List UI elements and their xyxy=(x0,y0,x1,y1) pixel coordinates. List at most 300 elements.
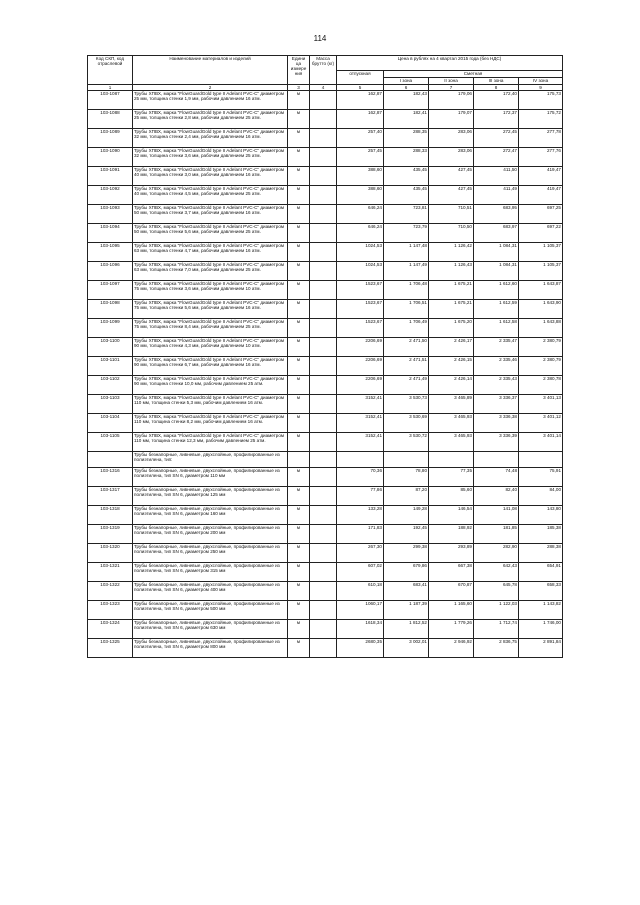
cell-price-zone-3: 645,78 xyxy=(474,582,519,601)
cell-price-zone-3: 74,48 xyxy=(474,468,519,487)
cell-unit: м xyxy=(288,148,310,167)
cell-price-zone-1: 87,20 xyxy=(384,487,429,506)
cell-price-zone-2: 427,45 xyxy=(429,186,474,205)
cell-price-zone-1: 1 187,39 xyxy=(384,601,429,620)
cell-unit: м xyxy=(288,525,310,544)
cell-price-zone-3: 2 335,43 xyxy=(474,376,519,395)
cell-name: Трубы безнапорные, ливневые, двухслойные, профилированные из полиэтилена, тип SN 6, диаметром 160 мм xyxy=(133,506,288,525)
cell-price-zone-2: 1 126,42 xyxy=(429,243,474,262)
cell-price-zone-1: 2 471,49 xyxy=(384,376,429,395)
cell-price-zone-3: 2 335,46 xyxy=(474,357,519,376)
cell-price-zone-4: 175,72 xyxy=(519,110,563,129)
cell-mass xyxy=(310,376,337,395)
cell-code: 103-1098 xyxy=(88,300,133,319)
cell-name: Трубы ХПВХ, марка "FlowGuardGold type II Adelant PVC-C" диаметром 75 мм, толщина стенки 3,6 мм, рабочим давлением 10 атм. xyxy=(133,281,288,300)
cell-price-zone-4: 143,80 xyxy=(519,506,563,525)
cell-unit: м xyxy=(288,300,310,319)
cell-price-zone-2: 188,92 xyxy=(429,525,474,544)
cell-code: 103-1090 xyxy=(88,148,133,167)
cell-code: 103-1104 xyxy=(88,414,133,433)
cell-code: 103-1097 xyxy=(88,281,133,300)
cell-price-zone-2: 1 675,21 xyxy=(429,281,474,300)
cell-unit: м xyxy=(288,468,310,487)
cell-price-zone-3: 411,49 xyxy=(474,186,519,205)
cell-unit: м xyxy=(288,110,310,129)
cell-mass xyxy=(310,281,337,300)
cell-price-zone-2: 283,06 xyxy=(429,148,474,167)
cell-mass xyxy=(310,129,337,148)
cell-price-release: 1060,17 xyxy=(337,601,384,620)
cell-price-zone-2: 667,38 xyxy=(429,563,474,582)
cell-name: Трубы ХПВХ, марка "FlowGuardGold type II Adelant PVC-C" диаметром 63 мм, толщина стенки 4,7 мм, рабочим давлением 16 атм. xyxy=(133,243,288,262)
cell-price-release: 2206,69 xyxy=(337,357,384,376)
header-zone-4: IV зона xyxy=(519,78,563,85)
cell-price-zone-4: 288,38 xyxy=(519,544,563,563)
table-row xyxy=(88,300,563,319)
cell-unit: м xyxy=(288,338,310,357)
cell-price-release: 1523,67 xyxy=(337,300,384,319)
cell-price-zone-3: 683,97 xyxy=(474,224,519,243)
cell-unit: м xyxy=(288,506,310,525)
cell-price-release: 3152,41 xyxy=(337,414,384,433)
cell-mass xyxy=(310,452,337,468)
cell-price-zone-3: 172,40 xyxy=(474,91,519,110)
cell-price-zone-1 xyxy=(384,452,429,468)
cell-price-zone-1: 683,41 xyxy=(384,582,429,601)
cell-price-zone-1: 3 530,72 xyxy=(384,433,429,452)
cell-price-zone-2: 1 675,21 xyxy=(429,300,474,319)
cell-price-zone-1: 1 147,49 xyxy=(384,262,429,281)
table-row xyxy=(88,357,563,376)
cell-price-zone-3: 141,08 xyxy=(474,506,519,525)
cell-price-zone-4: 1 643,88 xyxy=(519,319,563,338)
cell-unit: м xyxy=(288,544,310,563)
cell-price-zone-3: 2 836,75 xyxy=(474,639,519,658)
cell-name: Трубы ХПВХ, марка "FlowGuardGold type II Adelant PVC-C" диаметром 110 мм, толщина стенки 8,2 мм, рабочим давлением 16 атм. xyxy=(133,414,288,433)
cell-price-zone-3: 1 612,59 xyxy=(474,300,519,319)
table-row xyxy=(88,338,563,357)
table-row xyxy=(88,395,563,414)
cell-price-zone-4: 277,76 xyxy=(519,148,563,167)
cell-price-zone-4: 2 380,78 xyxy=(519,376,563,395)
cell-name: Трубы ХПВХ, марка "FlowGuardGold type II Adelant PVC-C" диаметром 75 мм, толщина стенки 5,6 мм, рабочим давлением 16 атм. xyxy=(133,300,288,319)
header-price-caption: Цена в рублях на 4 квартал 2015 года (без НДС) xyxy=(337,56,563,71)
cell-name: Трубы безнапорные, ливневые, двухслойные, профилированные из полиэтилена, тип SN 6, диаметром 400 мм xyxy=(133,582,288,601)
cell-code: 103-1099 xyxy=(88,319,133,338)
cell-code: 103-1105 xyxy=(88,433,133,452)
cell-code: 103-1316 xyxy=(88,468,133,487)
cell-unit: м xyxy=(288,129,310,148)
cell-price-zone-3: 82,40 xyxy=(474,487,519,506)
cell-price-release: 388,60 xyxy=(337,167,384,186)
cell-price-zone-3: 282,90 xyxy=(474,544,519,563)
cell-price-zone-4: 2 380,79 xyxy=(519,338,563,357)
cell-code: 103-1323 xyxy=(88,601,133,620)
cell-code: 103-1324 xyxy=(88,620,133,639)
cell-price-zone-4: 185,38 xyxy=(519,525,563,544)
cell-unit: м xyxy=(288,376,310,395)
table-row xyxy=(88,414,563,433)
cell-name: Трубы ХПВХ, марка "FlowGuardGold type II Adelant PVC-C" диаметром 40 мм, толщина стенки 4,5 мм, рабочим давлением 25 атм. xyxy=(133,186,288,205)
cell-code: 103-1103 xyxy=(88,395,133,414)
cell-code: 103-1321 xyxy=(88,563,133,582)
cell-price-release: 1024,53 xyxy=(337,243,384,262)
cell-code: 103-1092 xyxy=(88,186,133,205)
cell-name: Трубы ХПВХ, марка "FlowGuardGold type II Adelant PVC-C" диаметром 50 мм, толщина стенки 3,7 мм, рабочим давлением 16 атм. xyxy=(133,205,288,224)
col-number: 1 xyxy=(88,85,133,91)
cell-price-zone-4: 658,33 xyxy=(519,582,563,601)
header-release: отпускная xyxy=(337,71,384,85)
cell-name: Трубы ХПВХ, марка "FlowGuardGold type II Adelant PVC-C" диаметром 110 мм, толщина стенки 5,3 мм, рабочим давлением 16 атм. xyxy=(133,395,288,414)
cell-name: Трубы безнапорные, ливневые, двухслойные, профилированные из полиэтилена, тип SN 6, диаметром 200 мм xyxy=(133,525,288,544)
cell-unit: м xyxy=(288,487,310,506)
cell-mass xyxy=(310,319,337,338)
cell-price-release: 133,28 xyxy=(337,506,384,525)
cell-price-zone-3: 272,47 xyxy=(474,148,519,167)
cell-name: Трубы ХПВХ, марка "FlowGuardGold type II Adelant PVC-C" диаметром 90 мм, толщина стенки 4,3 мм, рабочим давлением 10 атм. xyxy=(133,338,288,357)
table-row xyxy=(88,167,563,186)
cell-price-zone-2: 179,06 xyxy=(429,91,474,110)
cell-price-zone-3 xyxy=(474,452,519,468)
table-row xyxy=(88,433,563,452)
cell-unit: м xyxy=(288,433,310,452)
cell-code: 103-1089 xyxy=(88,129,133,148)
cell-mass xyxy=(310,357,337,376)
table-row xyxy=(88,91,563,110)
cell-mass xyxy=(310,544,337,563)
cell-price-zone-2: 3 465,93 xyxy=(429,433,474,452)
cell-price-zone-2: 670,87 xyxy=(429,582,474,601)
cell-mass xyxy=(310,414,337,433)
cell-price-release: 646,24 xyxy=(337,205,384,224)
cell-name: Трубы безнапорные, ливневые, двухслойные, профилированные из полиэтилена, тип SN 6, диаметром 110 мм xyxy=(133,468,288,487)
cell-price-zone-1: 3 530,69 xyxy=(384,414,429,433)
cell-price-release: 610,18 xyxy=(337,582,384,601)
cell-mass xyxy=(310,468,337,487)
cell-price-release: 2206,69 xyxy=(337,338,384,357)
cell-unit: м xyxy=(288,620,310,639)
cell-price-zone-1: 723,79 xyxy=(384,224,429,243)
cell-price-zone-1: 78,80 xyxy=(384,468,429,487)
cell-name: Трубы безнапорные, ливневые, двухслойные, профилированные из полиэтилена, тип SN 6, диаметром 630 мм xyxy=(133,620,288,639)
cell-price-zone-3: 1 612,58 xyxy=(474,319,519,338)
cell-code: 103-1322 xyxy=(88,582,133,601)
cell-price-zone-3: 1 084,31 xyxy=(474,243,519,262)
table-row xyxy=(88,563,563,582)
cell-name: Трубы безнапорные, ливневые, двухслойные, профилированные из полиэтилена, тип: xyxy=(133,452,288,468)
cell-price-release: 162,87 xyxy=(337,110,384,129)
cell-price-zone-3: 1 122,03 xyxy=(474,601,519,620)
cell-price-zone-3: 3 336,37 xyxy=(474,395,519,414)
cell-price-release: 1618,34 xyxy=(337,620,384,639)
table-row xyxy=(88,148,563,167)
cell-price-zone-4: 697,22 xyxy=(519,224,563,243)
cell-unit: м xyxy=(288,262,310,281)
cell-price-zone-1: 288,35 xyxy=(384,129,429,148)
cell-code: 103-1094 xyxy=(88,224,133,243)
cell-price-zone-4: 419,47 xyxy=(519,167,563,186)
cell-price-release: 3152,41 xyxy=(337,433,384,452)
cell-name: Трубы ХПВХ, марка "FlowGuardGold type II Adelant PVC-C" диаметром 90 мм, толщина стенки 10,0 мм, рабочим давлением 25 атм. xyxy=(133,376,288,395)
cell-unit: м xyxy=(288,563,310,582)
cell-mass xyxy=(310,243,337,262)
cell-price-release: 70,36 xyxy=(337,468,384,487)
cell-price-zone-1: 182,41 xyxy=(384,110,429,129)
cell-price-zone-3: 3 336,38 xyxy=(474,414,519,433)
cell-price-zone-2: 2 426,14 xyxy=(429,376,474,395)
cell-price-zone-1: 182,43 xyxy=(384,91,429,110)
cell-name: Трубы ХПВХ, марка "FlowGuardGold type II Adelant PVC-C" диаметром 50 мм, толщина стенки 5,6 мм, рабочим давлением 25 атм. xyxy=(133,224,288,243)
cell-price-zone-2: 3 465,93 xyxy=(429,414,474,433)
cell-price-zone-4: 697,25 xyxy=(519,205,563,224)
cell-mass xyxy=(310,525,337,544)
cell-price-release: 77,86 xyxy=(337,487,384,506)
page-number: 114 xyxy=(313,34,327,43)
cell-mass xyxy=(310,506,337,525)
cell-mass xyxy=(310,639,337,658)
cell-price-zone-1: 1 706,49 xyxy=(384,319,429,338)
cell-price-zone-2: 179,07 xyxy=(429,110,474,129)
cell-price-zone-2: 293,89 xyxy=(429,544,474,563)
cell-price-release: 646,24 xyxy=(337,224,384,243)
table-body xyxy=(88,91,563,658)
cell-mass xyxy=(310,186,337,205)
header-estimated: Сметная xyxy=(384,71,563,78)
cell-price-release: 2680,35 xyxy=(337,639,384,658)
table-row xyxy=(88,468,563,487)
header-unit: Едини ца измере ния xyxy=(288,56,310,85)
cell-mass xyxy=(310,582,337,601)
cell-price-zone-3: 1 612,60 xyxy=(474,281,519,300)
cell-name: Трубы ХПВХ, марка "FlowGuardGold type II Adelant PVC-C" диаметром 90 мм, толщина стенки 6,7 мм, рабочим давлением 16 атм. xyxy=(133,357,288,376)
cell-price-zone-3: 272,45 xyxy=(474,129,519,148)
table-row xyxy=(88,487,563,506)
cell-price-zone-4: 1 105,37 xyxy=(519,262,563,281)
cell-price-zone-1: 1 706,48 xyxy=(384,281,429,300)
cell-price-zone-4: 654,91 xyxy=(519,563,563,582)
cell-mass xyxy=(310,300,337,319)
cell-price-zone-1: 435,45 xyxy=(384,186,429,205)
col-number: 5 xyxy=(337,85,384,91)
cell-code: 103-1095 xyxy=(88,243,133,262)
cell-code: 103-1319 xyxy=(88,525,133,544)
cell-price-zone-1: 435,45 xyxy=(384,167,429,186)
cell-price-zone-2: 3 465,89 xyxy=(429,395,474,414)
cell-name: Трубы безнапорные, ливневые, двухслойные, профилированные из полиэтилена, тип SN 6, диаметром 500 мм xyxy=(133,601,288,620)
table-row xyxy=(88,129,563,148)
cell-price-zone-2: 2 946,92 xyxy=(429,639,474,658)
cell-code: 103-1091 xyxy=(88,167,133,186)
col-number: 7 xyxy=(429,85,474,91)
table-row xyxy=(88,506,563,525)
cell-name: Трубы безнапорные, ливневые, двухслойные, профилированные из полиэтилена, тип SN 6, диаметром 800 мм xyxy=(133,639,288,658)
cell-price-zone-4: 1 643,90 xyxy=(519,300,563,319)
cell-price-release: 1523,67 xyxy=(337,319,384,338)
table-row xyxy=(88,110,563,129)
cell-price-zone-2: 85,60 xyxy=(429,487,474,506)
cell-mass xyxy=(310,395,337,414)
cell-mass xyxy=(310,487,337,506)
cell-price-zone-4: 419,47 xyxy=(519,186,563,205)
cell-mass xyxy=(310,338,337,357)
cell-price-zone-1: 192,45 xyxy=(384,525,429,544)
cell-code: 103-1096 xyxy=(88,262,133,281)
cell-price-zone-2: 283,06 xyxy=(429,129,474,148)
cell-mass xyxy=(310,262,337,281)
cell-unit: м xyxy=(288,205,310,224)
table-row xyxy=(88,205,563,224)
cell-price-zone-4: 3 401,13 xyxy=(519,395,563,414)
cell-mass xyxy=(310,601,337,620)
cell-name: Трубы ХПВХ, марка "FlowGuardGold type II Adelant PVC-C" диаметром 25 мм, толщина стенки 2,8 мм, рабочим давлением 25 атм. xyxy=(133,110,288,129)
cell-mass xyxy=(310,563,337,582)
cell-price-zone-2: 710,51 xyxy=(429,205,474,224)
table-row xyxy=(88,544,563,563)
cell-price-zone-1: 679,86 xyxy=(384,563,429,582)
cell-name: Трубы ХПВХ, марка "FlowGuardGold type II Adelant PVC-C" диаметром 40 мм, толщина стенки 3,0 мм, рабочим давлением 16 атм. xyxy=(133,167,288,186)
cell-name: Трубы ХПВХ, марка "FlowGuardGold type II Adelant PVC-C" диаметром 110 мм, толщина стенки 12,3 мм, рабочим давлением 25 атм. xyxy=(133,433,288,452)
cell-unit: м xyxy=(288,395,310,414)
cell-price-zone-2: 1 165,60 xyxy=(429,601,474,620)
cell-mass xyxy=(310,110,337,129)
cell-unit: м xyxy=(288,639,310,658)
table-header xyxy=(88,56,563,91)
table-row xyxy=(88,186,563,205)
cell-code: 103-1087 xyxy=(88,91,133,110)
cell-code: 103-1100 xyxy=(88,338,133,357)
cell-price-release: 2206,69 xyxy=(337,376,384,395)
cell-unit: м xyxy=(288,224,310,243)
cell-price-zone-4: 75,91 xyxy=(519,468,563,487)
cell-price-zone-1: 2 471,51 xyxy=(384,357,429,376)
table-row xyxy=(88,224,563,243)
table-row xyxy=(88,582,563,601)
table-row xyxy=(88,319,563,338)
cell-unit: м xyxy=(288,243,310,262)
col-number: 9 xyxy=(519,85,563,91)
table-group-row xyxy=(88,452,563,468)
cell-price-zone-2: 1 779,26 xyxy=(429,620,474,639)
header-name: Наименование материалов и изделий xyxy=(133,56,288,85)
cell-code: 103-1317 xyxy=(88,487,133,506)
header-zone-1: I зона xyxy=(384,78,429,85)
cell-price-zone-4: 2 891,84 xyxy=(519,639,563,658)
cell-code: 103-1088 xyxy=(88,110,133,129)
cell-price-zone-3: 181,85 xyxy=(474,525,519,544)
cell-price-zone-2: 2 426,15 xyxy=(429,357,474,376)
table-row xyxy=(88,281,563,300)
table-row xyxy=(88,639,563,658)
cell-price-zone-1: 1 706,51 xyxy=(384,300,429,319)
cell-price-zone-4: 3 401,12 xyxy=(519,414,563,433)
cell-price-zone-2: 710,50 xyxy=(429,224,474,243)
cell-price-zone-3: 411,50 xyxy=(474,167,519,186)
cell-price-zone-4: 3 401,14 xyxy=(519,433,563,452)
cell-price-release: 3152,41 xyxy=(337,395,384,414)
cell-price-zone-3: 683,95 xyxy=(474,205,519,224)
cell-unit: м xyxy=(288,357,310,376)
cell-name: Трубы ХПВХ, марка "FlowGuardGold type II Adelant PVC-C" диаметром 32 мм, толщина стенки 3,6 мм, рабочим давлением 25 атм. xyxy=(133,148,288,167)
table-row xyxy=(88,525,563,544)
cell-name: Трубы безнапорные, ливневые, двухслойные, профилированные из полиэтилена, тип SN 6, диаметром 250 мм xyxy=(133,544,288,563)
table-row xyxy=(88,620,563,639)
cell-price-zone-3: 1 712,74 xyxy=(474,620,519,639)
col-number: 2 xyxy=(133,85,288,91)
cell-mass xyxy=(310,620,337,639)
cell-price-zone-1: 3 530,73 xyxy=(384,395,429,414)
cell-name: Трубы безнапорные, ливневые, двухслойные, профилированные из полиэтилена, тип SN 6, диаметром 315 мм xyxy=(133,563,288,582)
cell-price-zone-1: 723,81 xyxy=(384,205,429,224)
cell-code: 103-1093 xyxy=(88,205,133,224)
cell-unit xyxy=(288,452,310,468)
cell-price-zone-1: 2 471,50 xyxy=(384,338,429,357)
cell-price-zone-3: 642,43 xyxy=(474,563,519,582)
cell-mass xyxy=(310,167,337,186)
col-number: 8 xyxy=(474,85,519,91)
cell-unit: м xyxy=(288,91,310,110)
cell-price-zone-2: 146,54 xyxy=(429,506,474,525)
cell-unit: м xyxy=(288,414,310,433)
cell-price-zone-1: 1 147,48 xyxy=(384,243,429,262)
cell-mass xyxy=(310,224,337,243)
cell-price-zone-4: 1 746,00 xyxy=(519,620,563,639)
cell-unit: м xyxy=(288,281,310,300)
cell-mass xyxy=(310,148,337,167)
cell-price-zone-3: 172,37 xyxy=(474,110,519,129)
cell-unit: м xyxy=(288,319,310,338)
cell-name: Трубы ХПВХ, марка "FlowGuardGold type II Adelant PVC-C" диаметром 75 мм, толщина стенки 8,4 мм, рабочим давлением 25 атм. xyxy=(133,319,288,338)
cell-price-zone-1: 149,28 xyxy=(384,506,429,525)
cell-price-zone-4: 277,78 xyxy=(519,129,563,148)
col-number: 6 xyxy=(384,85,429,91)
header-zone-3: III зона xyxy=(474,78,519,85)
cell-price-zone-2: 2 426,17 xyxy=(429,338,474,357)
cell-price-zone-2: 427,45 xyxy=(429,167,474,186)
cell-code: 103-1102 xyxy=(88,376,133,395)
cell-code: 103-1101 xyxy=(88,357,133,376)
cell-price-release: 171,83 xyxy=(337,525,384,544)
cell-name: Трубы безнапорные, ливневые, двухслойные, профилированные из полиэтилена, тип SN 6, диаметром 125 мм xyxy=(133,487,288,506)
cell-price-zone-4: 1 105,37 xyxy=(519,243,563,262)
cell-name: Трубы ХПВХ, марка "FlowGuardGold type II Adelant PVC-C" диаметром 32 мм, толщина стенки 2,4 мм, рабочим давлением 16 атм. xyxy=(133,129,288,148)
cell-price-zone-4: 1 143,82 xyxy=(519,601,563,620)
cell-price-zone-1: 3 002,01 xyxy=(384,639,429,658)
cell-price-release: 1523,67 xyxy=(337,281,384,300)
cell-price-release: 388,60 xyxy=(337,186,384,205)
cell-price-zone-4: 175,73 xyxy=(519,91,563,110)
table-row xyxy=(88,262,563,281)
cell-mass xyxy=(310,91,337,110)
col-number: 3 xyxy=(288,85,310,91)
header-mass: Масса брутто (кг) xyxy=(310,56,337,85)
cell-code: 103-1320 xyxy=(88,544,133,563)
cell-price-zone-4 xyxy=(519,452,563,468)
cell-code: 103-1325 xyxy=(88,639,133,658)
header-zone-2: II зона xyxy=(429,78,474,85)
cell-price-release: 257,40 xyxy=(337,129,384,148)
cell-price-release xyxy=(337,452,384,468)
cell-price-release: 607,02 xyxy=(337,563,384,582)
cell-price-zone-1: 299,38 xyxy=(384,544,429,563)
cell-price-zone-1: 1 812,52 xyxy=(384,620,429,639)
cell-price-zone-2: 77,35 xyxy=(429,468,474,487)
cell-mass xyxy=(310,433,337,452)
cell-name: Трубы ХПВХ, марка "FlowGuardGold type II Adelant PVC-C" диаметром 25 мм, толщина стенки 1,9 мм, рабочим давлением 16 атм. xyxy=(133,91,288,110)
table-row xyxy=(88,376,563,395)
cell-price-zone-2: 1 675,20 xyxy=(429,319,474,338)
cell-price-zone-3: 3 336,39 xyxy=(474,433,519,452)
cell-price-zone-3: 1 084,31 xyxy=(474,262,519,281)
